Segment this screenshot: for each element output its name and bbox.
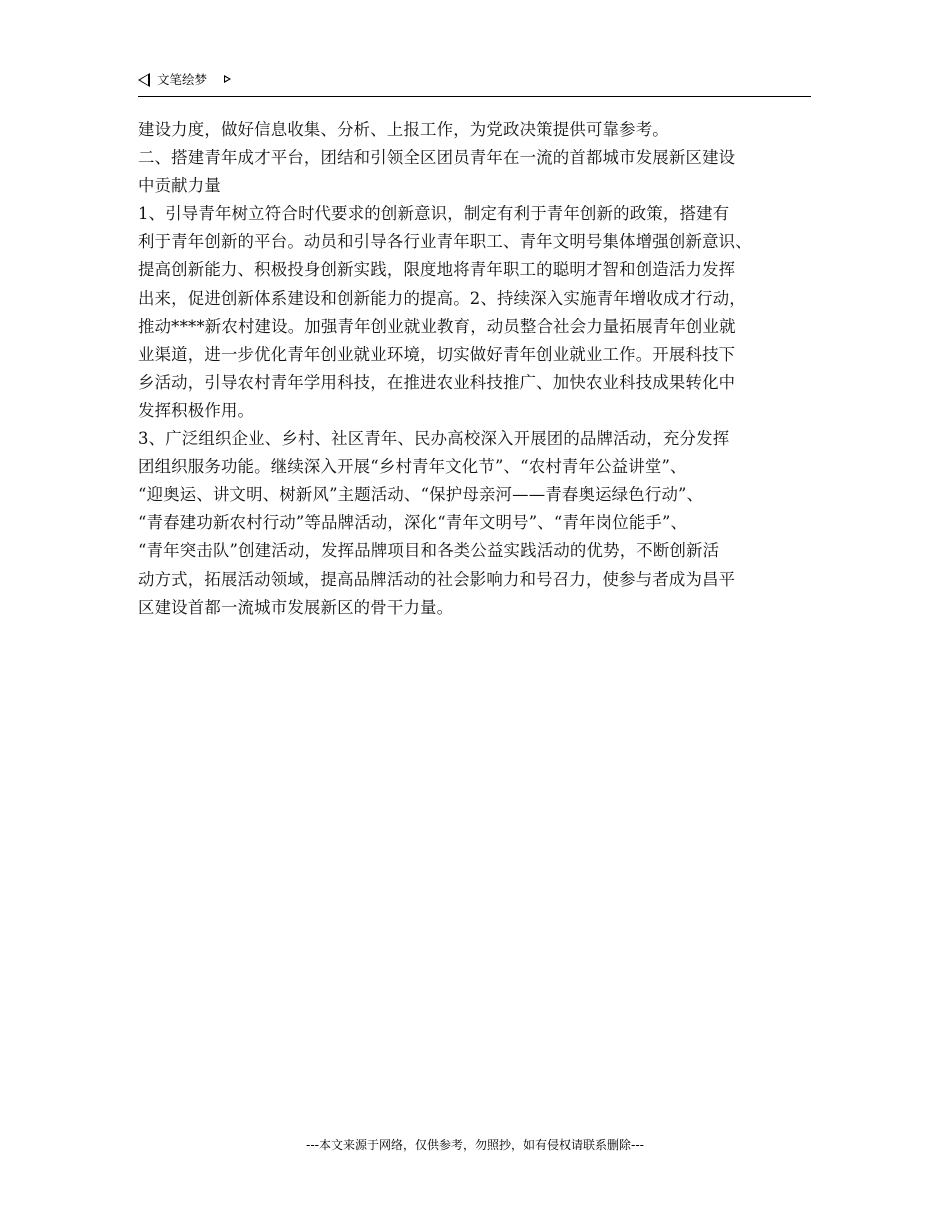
body-line: 3、广泛组织企业、乡村、社区青年、民办高校深入开展团的品牌活动，充分发挥 — [138, 429, 730, 449]
triangle-right-outline-icon — [224, 75, 231, 83]
body-line: 1、引导青年树立符合时代要求的创新意识，制定有利于青年创新的政策，搭建有 — [138, 204, 730, 224]
body-line: 中贡献力量 — [138, 176, 221, 196]
body-line: 乡活动，引导农村青年学用科技，在推进农业科技推广、加快农业科技成果转化中 — [138, 372, 736, 392]
header-title: 文笔绘梦 — [157, 72, 208, 87]
body-line: 利于青年创新的平台。动员和引导各行业青年职工、青年文明号集体增强创新意识、 — [138, 232, 752, 252]
body-line: 区建设首都一流城市发展新区的骨干力量。 — [138, 597, 454, 617]
body-line: 出来，促进创新体系建设和创新能力的提高。2、持续深入实施青年增收成才行动， — [138, 288, 746, 308]
body-line: 动方式，拓展活动领域，提高品牌活动的社会影响力和号召力，使参与者成为昌平 — [138, 569, 736, 589]
page-header — [138, 70, 811, 97]
body-line: 发挥积极作用。 — [138, 400, 255, 420]
body-line: “青年突击队”创建活动，发挥品牌项目和各类公益实践活动的优势，不断创新活 — [138, 541, 720, 561]
body-line: “迎奥运、讲文明、树新风”主题活动、“保护母亲河——青春奥运绿色行动”、 — [138, 485, 704, 505]
body-line: 团组织服务功能。继续深入开展“乡村青年文化节”、“农村青年公益讲堂”、 — [138, 457, 687, 477]
triangle-left-outline-icon — [138, 73, 150, 87]
body-line: “青春建功新农村行动”等品牌活动，深化“青年文明号”、“青年岗位能手”、 — [138, 513, 688, 533]
document-body — [138, 116, 814, 622]
body-line: 提高创新能力、积极投身创新实践，限度地将青年职工的聪明才智和创造活力发挥 — [138, 260, 736, 280]
body-line: 推动****新农村建设。加强青年创业就业教育，动员整合社会力量拓展青年创业就 — [138, 316, 736, 336]
page-footer: ---本文来源于网络，仅供参考，勿照抄，如有侵权请联系删除--- — [306, 1138, 644, 1152]
body-line: 业渠道，进一步优化青年创业就业环境，切实做好青年创业就业工作。开展科技下 — [138, 344, 736, 364]
body-line: 建设力度，做好信息收集、分析、上报工作，为党政决策提供可靠参考。 — [138, 120, 669, 139]
body-line: 二、搭建青年成才平台，团结和引领全区团员青年在一流的首都城市发展新区建设 — [138, 148, 736, 168]
